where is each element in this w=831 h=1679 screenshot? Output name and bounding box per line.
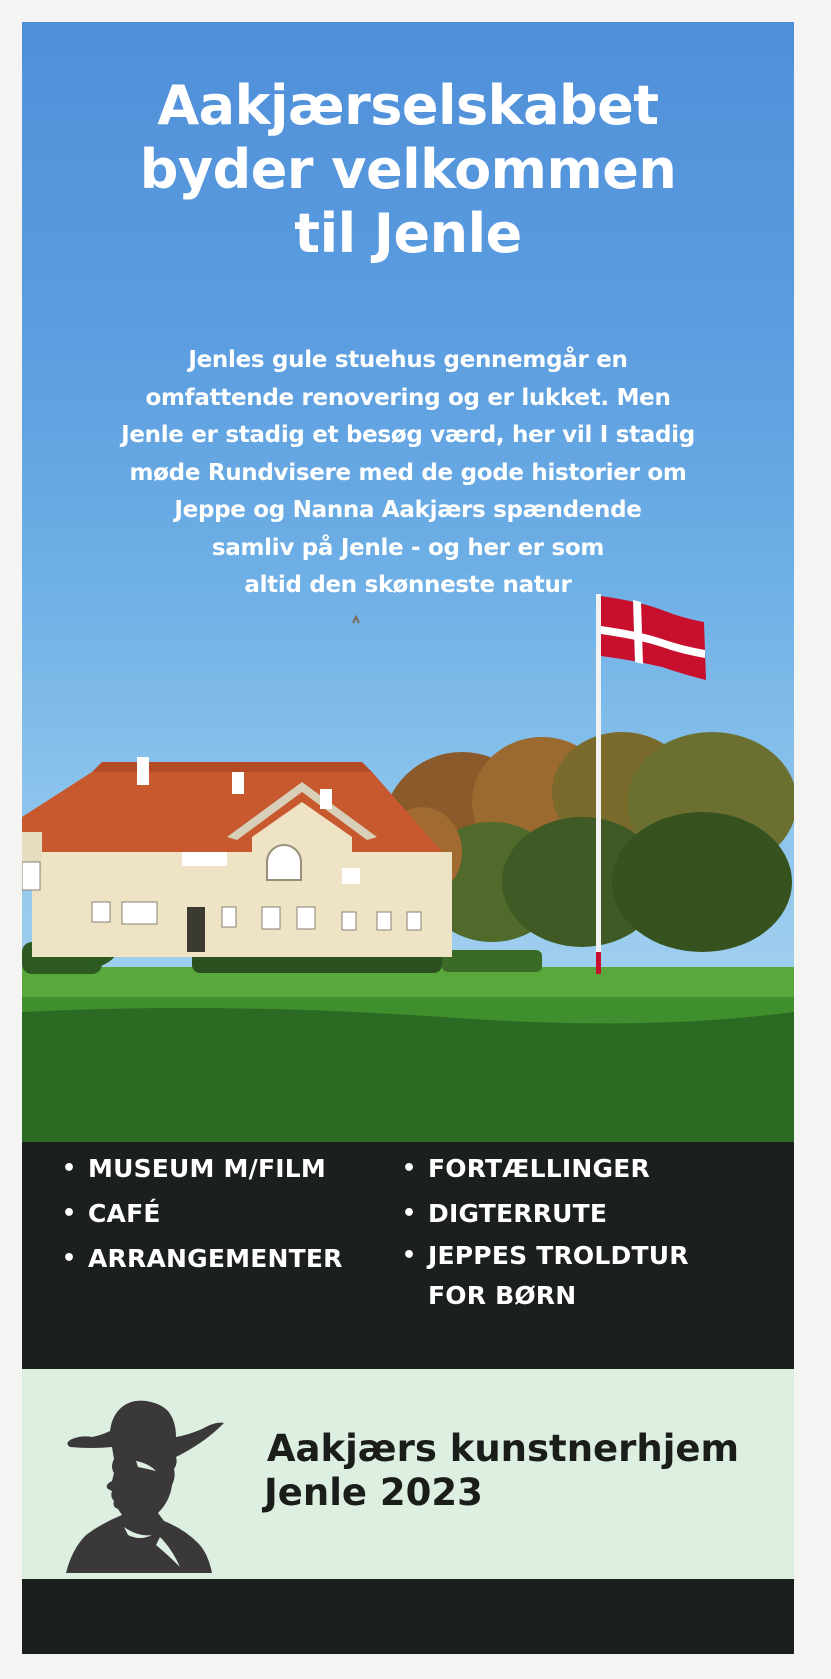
intro-line: samliv på Jenle - og her er som: [211, 534, 605, 561]
danish-flag-icon: [601, 596, 706, 680]
bird-icon: [353, 617, 359, 623]
bullet: •: [62, 1156, 77, 1181]
features-list-left: [62, 1146, 382, 1281]
feature-item: • FORTÆLLINGER: [402, 1146, 782, 1191]
feature-item: • DIGTERRUTE: [402, 1191, 782, 1236]
intro-line: Jenle er stadig et besøg værd, her vil I stadig: [121, 422, 695, 448]
footer-band: [22, 1369, 794, 1579]
footer-line-1: Aakjærs kunstnerhjem: [266, 1427, 740, 1470]
intro-line: Jeppe og Nanna Aakjærs spændende: [174, 497, 642, 523]
intro-line: Jenles gule stuehus gennemgår en: [188, 347, 628, 373]
intro-line: møde Rundvisere med de gode historier om: [129, 459, 687, 486]
title-line-1: Aakjærselskabet: [157, 74, 659, 137]
footer-line-2: Jenle 2023: [264, 1471, 483, 1514]
bullet: •: [402, 1201, 417, 1226]
feature-item: • CAFÉ: [62, 1191, 382, 1236]
title-line-3: til Jenle: [294, 202, 522, 265]
farmhouse-photo: [22, 582, 794, 1142]
footer-title: [22, 1427, 794, 1515]
feature-item: • MUSEUM M/FILM: [62, 1146, 382, 1191]
bullet: •: [402, 1243, 417, 1268]
intro-line: omfattende renovering og er lukket. Men: [145, 384, 671, 411]
bottom-bar: [22, 1579, 794, 1654]
features-list-right: [402, 1146, 782, 1316]
intro-line: altid den skønneste natur: [244, 572, 572, 598]
brochure-page: [22, 22, 794, 1654]
flagpole: [596, 594, 601, 974]
bullet: •: [402, 1156, 417, 1181]
bullet: •: [62, 1201, 77, 1226]
bullet: •: [62, 1246, 77, 1271]
title-line-2: byder velkommen: [139, 138, 677, 201]
intro-text: [62, 342, 754, 605]
feature-item: • JEPPES TROLDTUR FOR BØRN: [402, 1236, 782, 1316]
page-title: [22, 74, 794, 266]
farmhouse: [22, 757, 452, 957]
features-section: [22, 1126, 794, 1369]
feature-item: • ARRANGEMENTER: [62, 1236, 382, 1281]
